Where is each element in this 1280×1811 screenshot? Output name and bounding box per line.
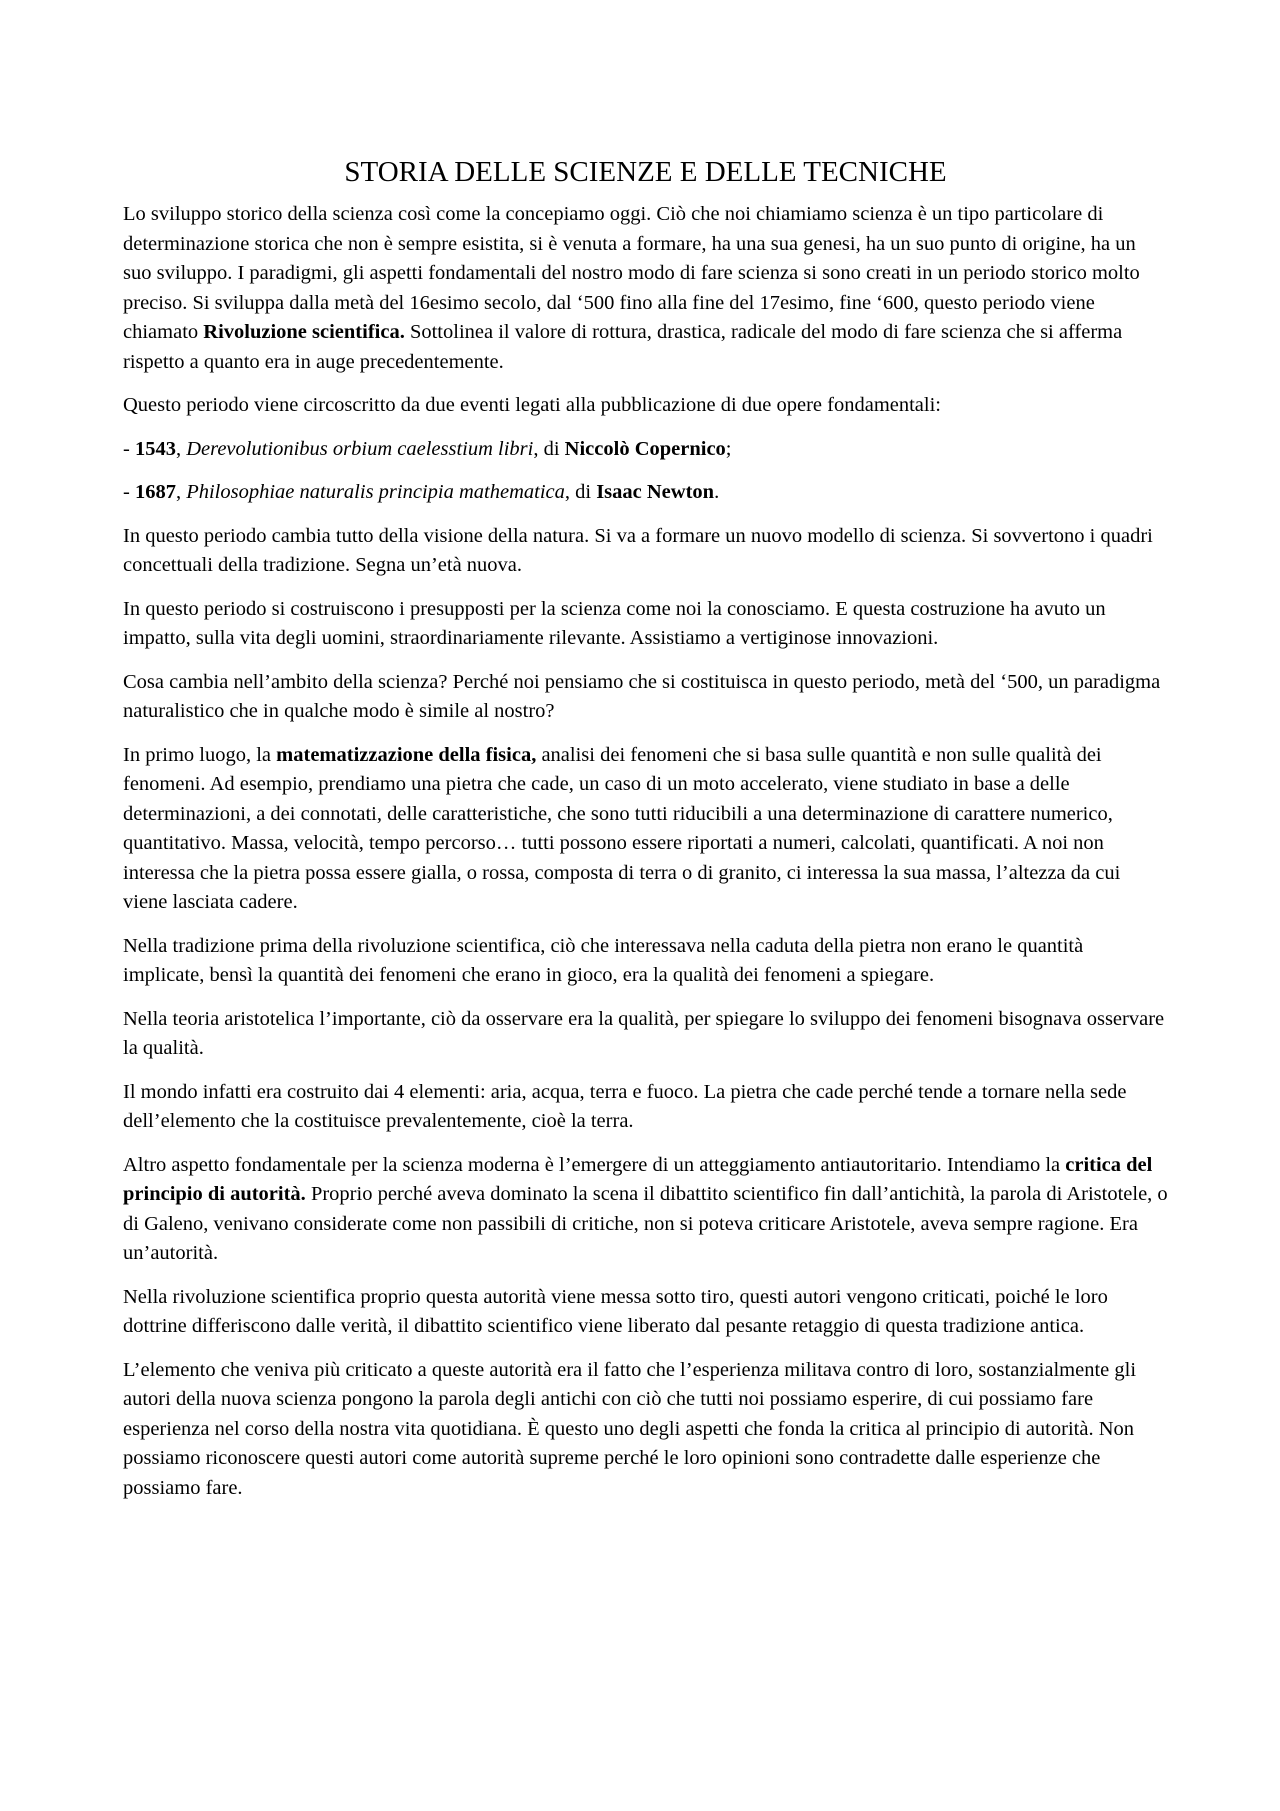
paragraph-critica: Nella rivoluzione scientifica proprio questa autorità viene messa sotto tiro, questi autori vengono criticati, poiché le loro dottrine differiscono dalle verità, il dibattito scientifico viene liberato dal pesante retaggio di questa tradizione antica. <box>123 1285 1108 1337</box>
paragraph-events: Questo periodo viene circoscritto da due eventi legati alla pubblicazione di due opere fondamentali: <box>123 394 941 416</box>
paragraph-esperienza: L’elemento che veniva più criticato a queste autorità era il fatto che l’esperienza militava contro di loro, sostanzialmente gli autori della nuova scienza pongono la parola degli antichi con ciò che tutti noi possiamo esperire, di cui possiamo fare esperienza nel corso della nostra vita quotidiana. È questo uno degli aspetti che fonda la critica al principio di autorità. Non possiamo riconoscere questi autori come autorità supreme perché le loro opinioni sono contradette dalle esperienze che possiamo fare. <box>123 1358 1137 1499</box>
paragraph-aristotelica: Nella teoria aristotelica l’importante, ciò da osservare era la qualità, per spiegare lo sviluppo dei fenomeni bisognava osservare la qualità. <box>123 1007 1165 1059</box>
list-dash: - <box>123 437 135 460</box>
paragraph-tradizione: Nella tradizione prima della rivoluzione scientifica, ciò che interessava nella caduta della pietra non erano le quantità implicate, bensì la quantità dei fenomeni che erano in gioco, era la qualità dei fenomeni a spiegare. <box>123 934 1084 986</box>
work-year: 1543 <box>134 437 176 460</box>
paragraph-text: Proprio perché aveva dominato la scena il dibattito scientifico fin dall’antichità, la parola di Aristotele, o di Galeno, venivano considerate come non passibili di critiche, non si poteva criticare Aristotele, aveva sempre ragione. Era un’autorità. <box>123 1183 1168 1264</box>
paragraph-text: analisi dei fenomeni che si basa sulle quantità e non sulle qualità dei fenomeni. Ad esempio, prendiamo una pietra che cade, un caso di un moto accelerato, viene studiato in base a delle determinazioni, a dei connotati, delle caratteristiche, che sono tutti riducibili a una determinazione di carattere numerico, quantitativo. Massa, velocità, tempo percorso… tutti possono essere riportati a numeri, calcolati, quantificati. A noi non interessa che la pietra possa essere gialla, o rossa, composta di terra o di granito, ci interessa la sua massa, l’altezza da cui viene lasciata cadere. <box>123 743 1121 913</box>
paragraph-visione: In questo periodo cambia tutto della visione della natura. Si va a formare un nuovo modello di scienza. Si sovvertono i quadri concettuali della tradizione. Segna un’età nuova. <box>123 524 1153 576</box>
work-title: Derevolutionibus orbium caelesstium libri <box>186 437 534 460</box>
paragraph-text: Sottolinea il valore di rottura, drastica, radicale del modo di fare scienza che si afferma rispetto a quanto era in auge precedentemente. <box>123 321 1123 373</box>
paragraph-autorita <box>123 1151 1168 1269</box>
work-year: 1687 <box>134 481 176 503</box>
work-author: Isaac Newton <box>596 481 715 503</box>
bold-term-autorita: critica del principio di autorità. <box>123 1153 1153 1205</box>
paragraph-text: Lo sviluppo storico della scienza così come la concepiamo oggi. Ciò che noi chiamiamo scienza è un tipo particolare di determinazione storica che non è sempre esistita, si è venuta a formare, ha una sua genesi, ha un suo punto di origine, ha un suo sviluppo. I paradigmi, gli aspetti fondamentali del nostro modo di fare scienza si sono creati in un periodo storico molto preciso. Si sviluppa dalla metà del 16esimo secolo, dal ‘500 fino alla fine del 17esimo, fine ‘600, questo periodo viene chiamato <box>123 203 1140 343</box>
paragraph-text: In primo luogo, la <box>123 743 277 766</box>
document-page <box>123 154 1168 1517</box>
page-title: STORIA DELLE SCIENZE E DELLE TECNICHE <box>344 156 947 188</box>
paragraph-presupposti: In questo periodo si costruiscono i presupposti per la scienza come noi la conosciamo. E questa costruzione ha avuto un impatto, sulla vita degli uomini, straordinariamente rilevante. Assistiamo a vertiginose innovazioni. <box>123 597 1106 649</box>
paragraph-elementi: Il mondo infatti era costruito dai 4 elementi: aria, acqua, terra e fuoco. La pietra che cade perché tende a tornare nella sede dell’elemento che la costituisce prevalentemente, cioè la terra. <box>123 1080 1127 1132</box>
bold-term-matematizzazione: matematizzazione della fisica, <box>276 743 537 766</box>
paragraph-domanda: Cosa cambia nell’ambito della scienza? Perché noi pensiamo che si costituisca in questo periodo, metà del ‘500, un paradigma naturalistico che in qualche modo è simile al nostro? <box>123 670 1161 722</box>
paragraph-text: Altro aspetto fondamentale per la scienza moderna è l’emergere di un atteggiamento antiautoritario. Intendiamo la <box>123 1153 1066 1176</box>
bold-term-rivoluzione: Rivoluzione scientifica. <box>203 321 405 343</box>
work-author: Niccolò Copernico <box>564 437 726 460</box>
punctuation: . <box>714 481 720 503</box>
list-dash: - <box>123 481 135 503</box>
list-item-newton <box>123 478 1168 508</box>
list-item-copernico <box>123 435 1168 465</box>
separator: , di <box>533 437 565 460</box>
work-title: Philosophiae naturalis principia mathematica <box>186 481 565 503</box>
separator: , <box>175 481 187 503</box>
punctuation: ; <box>725 437 732 460</box>
separator: , <box>175 437 187 460</box>
paragraph-intro <box>123 200 1168 377</box>
separator: , di <box>564 481 597 503</box>
paragraph-matematizzazione <box>123 741 1168 918</box>
